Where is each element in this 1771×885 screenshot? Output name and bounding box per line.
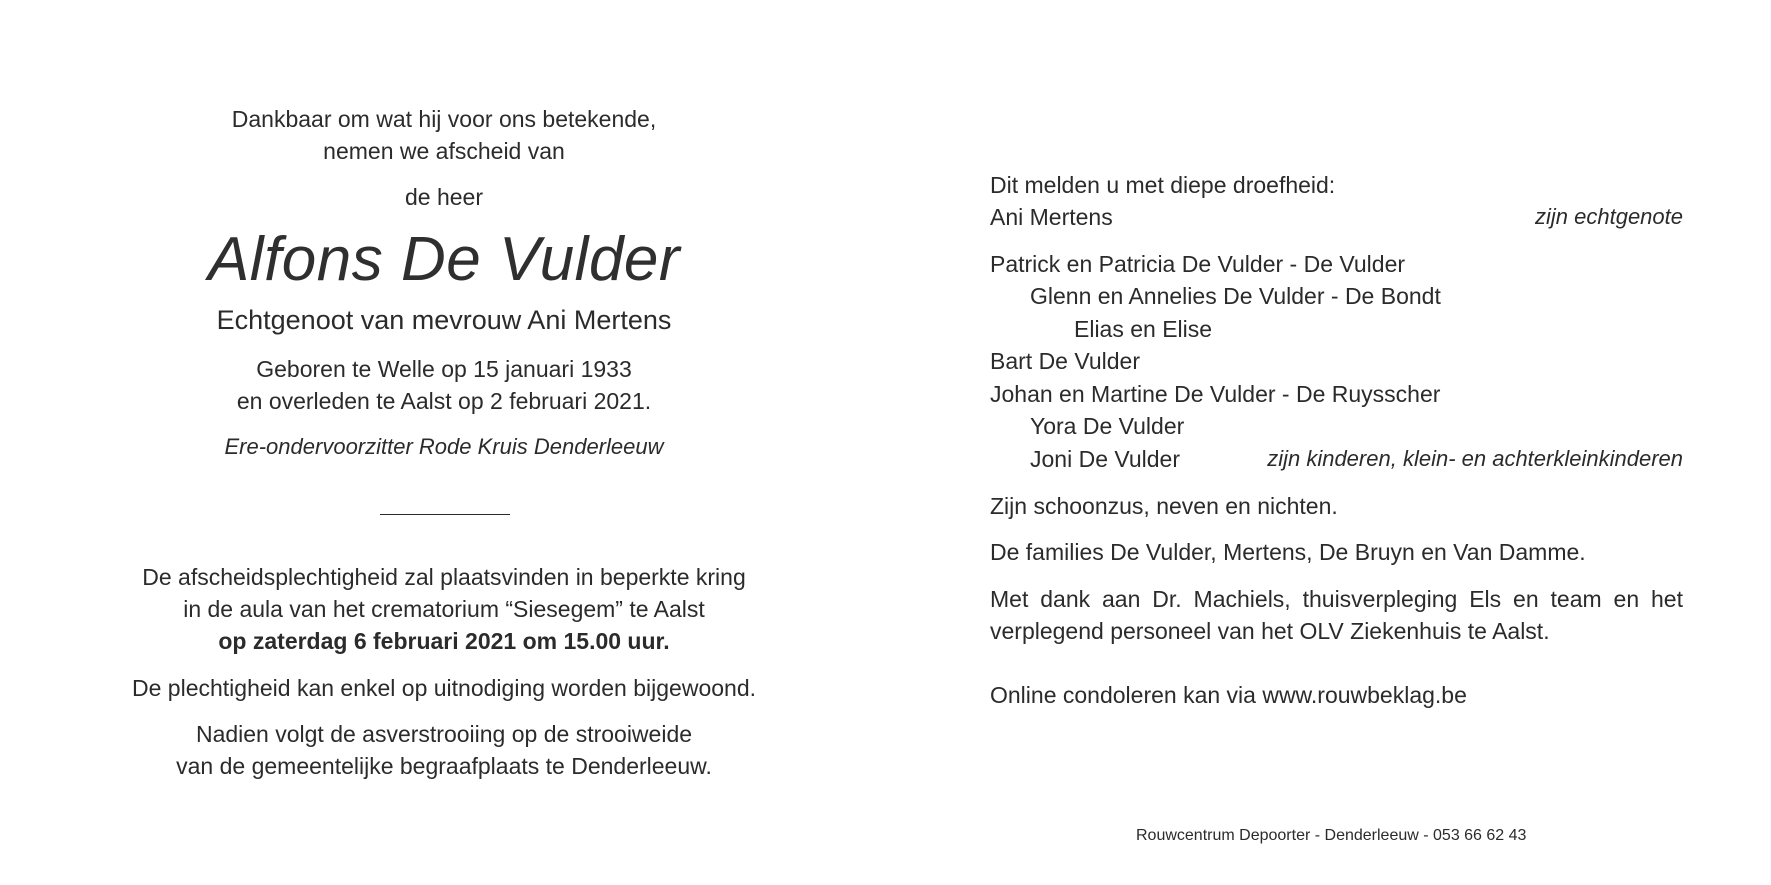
online-condolence: Online condoleren kan via www.rouwbeklag.be bbox=[990, 682, 1467, 708]
death-line: en overleden te Aalst op 2 februari 2021. bbox=[236, 388, 652, 414]
inlaws-line: Zijn schoonzus, neven en nichten. bbox=[990, 493, 1338, 519]
role-line: Ere-ondervoorzitter Rode Kruis Denderleeuw bbox=[224, 434, 664, 459]
family-member: Glenn en Annelies De Vulder - De Bondt bbox=[1030, 283, 1441, 309]
spouse-line: Echtgenoot van mevrouw Ani Mertens bbox=[216, 305, 672, 335]
spouse-name: Ani Mertens bbox=[990, 204, 1113, 230]
family-member: Johan en Martine De Vulder - De Ruysscher bbox=[990, 381, 1441, 407]
intro-line-1: Dankbaar om wat hij voor ons betekende, bbox=[231, 106, 657, 132]
funeral-home-footer: Rouwcentrum Depoorter - Denderleeuw - 053 66 62 43 bbox=[1136, 827, 1527, 844]
announcement: Dit melden u met diepe droefheid: bbox=[990, 172, 1336, 198]
scatter-line-2: van de gemeentelijke begraafplaats te Denderleeuw. bbox=[176, 753, 712, 779]
children-row bbox=[1030, 443, 1683, 475]
intro-line-2: nemen we afscheid van bbox=[323, 138, 565, 164]
thanks-paragraph: Met dank aan Dr. Machiels, thuisverpleging Els en team en het verplegend personeel van het OLV Ziekenhuis te Aalst. bbox=[990, 586, 1683, 644]
ceremony-date: op zaterdag 6 februari 2021 om 15.00 uur. bbox=[218, 628, 670, 654]
family-member: Joni De Vulder bbox=[1030, 446, 1181, 472]
ceremony-line-1: De afscheidsplechtigheid zal plaatsvinden in beperkte kring bbox=[142, 564, 746, 590]
ceremony-line-2: in de aula van het crematorium “Siesegem” te Aalst bbox=[183, 596, 705, 622]
invitation-note: De plechtigheid kan enkel op uitnodiging worden bijgewoond. bbox=[132, 675, 756, 701]
honorific: de heer bbox=[404, 184, 483, 210]
family-member: Patrick en Patricia De Vulder - De Vulder bbox=[990, 251, 1406, 277]
family-member: Bart De Vulder bbox=[990, 348, 1140, 374]
children-relation: zijn kinderen, klein- en achterkleinkinderen bbox=[1267, 446, 1683, 471]
deceased-name: Alfons De Vulder bbox=[207, 225, 681, 294]
family-member: Yora De Vulder bbox=[1030, 413, 1185, 439]
birth-line: Geboren te Welle op 15 januari 1933 bbox=[256, 356, 632, 382]
divider-line bbox=[380, 514, 510, 515]
spouse-row bbox=[990, 201, 1683, 233]
families-line: De families De Vulder, Mertens, De Bruyn en Van Damme. bbox=[990, 539, 1586, 565]
family-member: Elias en Elise bbox=[1074, 316, 1213, 342]
spouse-relation: zijn echtgenote bbox=[1535, 204, 1683, 229]
scatter-line-1: Nadien volgt de asverstrooiing op de strooiweide bbox=[195, 721, 693, 747]
